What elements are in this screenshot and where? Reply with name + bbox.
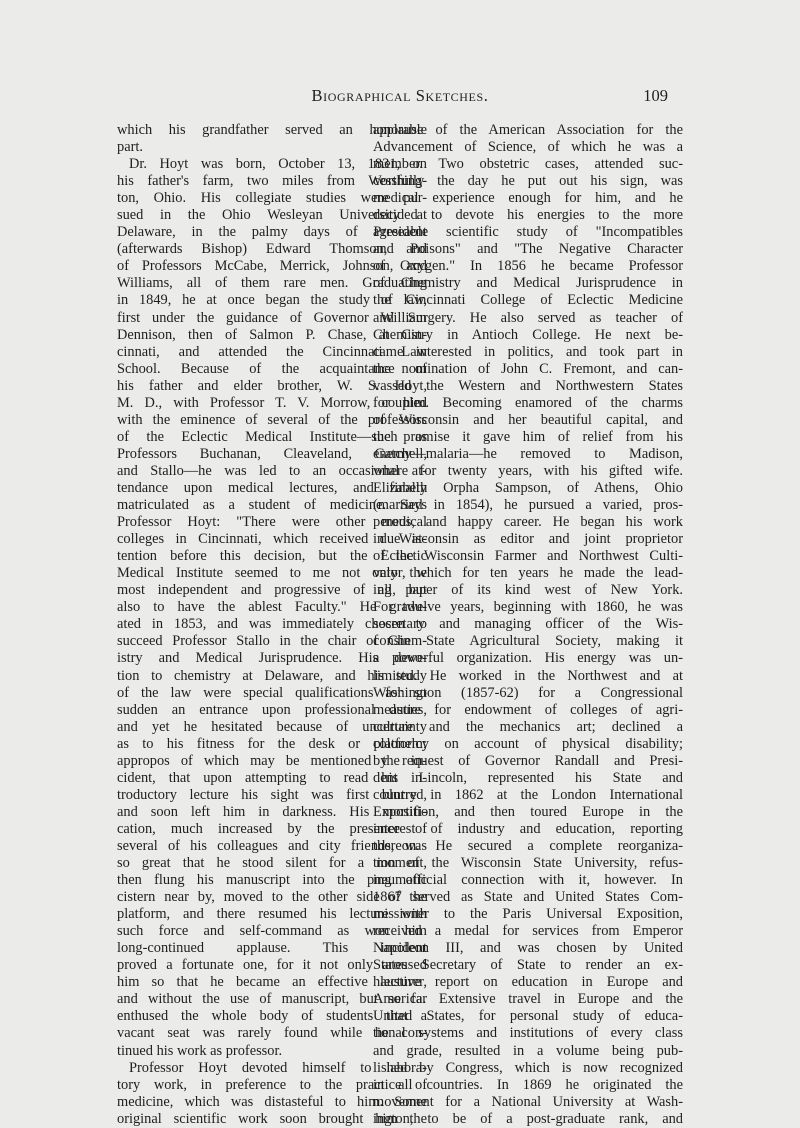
text-line: applause of the American Association for the — [373, 122, 683, 138]
text-line: of Oxygen." In 1856 he became Professor — [373, 258, 683, 275]
right-text-column — [373, 122, 683, 1128]
text-line: and grade, resulted in a volume being pub- — [373, 1042, 683, 1059]
text-line: received a medal for services from Emperor — [373, 923, 683, 940]
text-line: tion to chemistry at Delaware, and his study — [117, 667, 427, 684]
text-line: matriculated as a student of medicine. Says — [117, 497, 427, 514]
text-line: movement for a National University at Wash- — [373, 1093, 683, 1110]
text-line: of the Eclectic Medical Institute—such as — [117, 428, 427, 445]
text-line: lished by Congress, which is now recognized — [373, 1059, 683, 1076]
text-line: ated in 1853, and was immediately chosen to — [117, 616, 427, 633]
text-line: haustive report on education in Europe and — [373, 974, 683, 991]
text-line: (married in 1854), he pursued a varied, pros- — [373, 497, 683, 514]
text-line: thereon. He secured a complete reorganiza- — [373, 837, 683, 854]
text-line: tion of the Wisconsin State University, refus- — [373, 855, 683, 872]
text-line: tory work, in preference to the practice of — [117, 1076, 427, 1093]
page-number: 109 — [643, 86, 668, 105]
text-line: which his grandfather served an honorable — [117, 122, 427, 138]
text-line: original scientific work soon brought him the — [117, 1110, 427, 1127]
text-line: long-continued applause. This incident — [117, 940, 427, 957]
text-line: Washington (1857-62) for a Congressional — [373, 684, 683, 701]
text-line: decided to devote his energies to the more — [373, 207, 683, 224]
text-line: his father and elder brother, W. S. Hoyt, — [117, 377, 427, 394]
text-line: Medical Institute seemed to me not only the — [117, 565, 427, 582]
text-line: troductory lecture his sight was first blurred, — [117, 786, 427, 803]
text-line: cistern near by, moved to the other side of the — [117, 889, 427, 906]
text-line: Delaware, in the palmy days of President — [117, 224, 427, 241]
text-line: several of his colleagues and city friends, was — [117, 837, 427, 854]
text-line: ton, Ohio. His collegiate studies were pur- — [117, 190, 427, 207]
text-line: limited. He worked in the Northwest and at — [373, 667, 683, 684]
text-line: (afterwards Bishop) Edward Thomson, and — [117, 241, 427, 258]
text-line: part. — [117, 139, 143, 156]
text-line: perous, and happy career. He began his work — [373, 514, 683, 531]
text-line: vator, which for ten years he made the lead- — [373, 565, 683, 582]
text-line: tional systems and institutions of every class — [373, 1025, 683, 1042]
text-line: Exposition, and then toured Europe in the — [373, 803, 683, 820]
text-line: the nomination of John C. Fremont, and can- — [373, 360, 683, 377]
text-line: tendance upon medical lectures, and finally — [117, 479, 427, 496]
text-line: M. D., with Professor T. V. Morrow, coupled — [117, 394, 427, 411]
text-line: tention before this decision, but the Eclectic — [117, 548, 427, 565]
text-line: and soon left him in darkness. His mortifi- — [117, 803, 427, 820]
text-line: interest of industry and education, reporting — [373, 820, 683, 837]
text-line: vacant seat was rarely found while he con- — [117, 1025, 427, 1042]
text-line: and yet he hesitated because of uncertainty — [117, 718, 427, 735]
text-line: of the Wisconsin Farmer and Northwest Culti- — [373, 548, 683, 565]
text-line: consin State Agricultural Society, making it — [373, 633, 683, 650]
text-line: colleges in Cincinnati, which received due at- — [117, 531, 427, 548]
text-line: him so that he became an effective lecturer, — [117, 974, 427, 991]
text-line: came interested in politics, and took part in — [373, 343, 683, 360]
text-line: and Stallo—he was led to an occasional at- — [117, 462, 427, 479]
text-line: 1867 served as State and United States Com- — [373, 889, 683, 906]
text-line: as to his fitness for the desk or platform; — [117, 735, 427, 752]
text-line: where for twenty years, with his gifted wife. — [373, 462, 683, 479]
text-line: platform, and there resumed his lecture with — [117, 906, 427, 923]
text-line: first under the guidance of Governor William — [117, 309, 427, 326]
text-line: cinnati, and attended the Cincinnati Law — [117, 343, 427, 360]
text-line: States Secretary of State to render an ex- — [373, 957, 683, 974]
text-line: cessfully the day he put out his sign, was — [373, 173, 683, 190]
text-line: secretary and managing officer of the Wis- — [373, 616, 683, 633]
text-line: Advancement of Science, of which he was a — [373, 139, 683, 156]
text-line: istry and Medical Jurisprudence. His devo- — [117, 650, 427, 667]
text-line: dent Lincoln, represented his State and — [373, 769, 683, 786]
text-line: sudden an entrance upon professional duties, — [117, 701, 427, 718]
text-line: of Chemistry and Medical Jurisprudence in — [373, 275, 683, 292]
text-line: of Professors McCabe, Merrick, Johnson, and — [117, 258, 427, 275]
text-line: Chemistry in Antioch College. He next be- — [373, 326, 683, 343]
text-line: enthused the whole body of students that a — [117, 1008, 427, 1025]
text-line: the Cincinnati College of Eclectic Medicine — [373, 292, 683, 309]
text-line: then flung his manuscript into the pneumatic — [117, 872, 427, 889]
text-line: proved a fortunate one, for it not only aroused — [117, 957, 427, 974]
text-line: missioner to the Paris Universal Exposition, — [373, 906, 683, 923]
text-line: medicine, which was distasteful to him. Some — [117, 1093, 427, 1110]
text-line: also to have the ablest Faculty." He gradu- — [117, 599, 427, 616]
text-line: in all countries. In 1869 he originated the — [373, 1076, 683, 1093]
text-line: by request of Governor Randall and Presi- — [373, 752, 683, 769]
text-line: Professor Hoyt: "There were other medical — [117, 514, 427, 531]
text-line: a powerful organization. His energy was un- — [373, 650, 683, 667]
text-line: United States, for personal study of educa- — [373, 1008, 683, 1025]
text-line: so great that he stood silent for a moment, — [117, 855, 427, 872]
text-line: medical experience enough for him, and he — [373, 190, 683, 207]
text-line: most independent and progressive of all, but — [117, 582, 427, 599]
text-line: ing official connection with it, however. In — [373, 872, 683, 889]
text-line: cident, that upon attempting to read his in- — [117, 769, 427, 786]
running-head: Biographical Sketches. — [311, 86, 489, 105]
text-line: sued in the Ohio Wesleyan University at — [117, 207, 427, 224]
text-line: appropos of which may be mentioned the in- — [117, 752, 427, 769]
text-line: in Wisconsin as editor and joint proprietor — [373, 531, 683, 548]
text-line: vassed the Western and Northwestern States — [373, 377, 683, 394]
text-line: country in 1862 at the London International — [373, 786, 683, 803]
text-line: for him. Becoming enamored of the charms — [373, 394, 683, 411]
text-line: America. Extensive travel in Europe and the — [373, 991, 683, 1008]
text-line: member. Two obstetric cases, attended suc- — [373, 156, 683, 173]
text-line: Professor Hoyt devoted himself to labora- — [129, 1059, 427, 1076]
text-line: cation, much increased by the presence of — [117, 820, 427, 837]
text-line: with the eminence of several of the professors — [117, 411, 427, 428]
text-line: colonelcy on account of physical disability; — [373, 735, 683, 752]
text-line: Williams, all of them rare men. Graduating — [117, 275, 427, 292]
text-line: measure for endowment of colleges of agri- — [373, 701, 683, 718]
text-line: succeed Professor Stallo in the chair of Chem- — [117, 633, 427, 650]
text-line: and Poisons" and "The Negative Character — [373, 241, 683, 258]
text-line: enemy—malaria—he removed to Madison, — [373, 445, 683, 462]
text-line: in 1849, he at once began the study of law, — [117, 292, 427, 309]
text-line: ing paper of its kind west of New York. — [373, 582, 683, 599]
text-line: ington, to be of a post-graduate rank, and — [373, 1110, 683, 1127]
text-line: of the law were special qualifications for so — [117, 684, 427, 701]
text-line: the promise it gave him of relief from his — [373, 428, 683, 445]
text-line: and Surgery. He also served as teacher of — [373, 309, 683, 326]
text-line: For twelve years, beginning with 1860, he was — [373, 599, 683, 616]
text-line: Dr. Hoyt was born, October 13, 1831, on — [129, 156, 427, 173]
text-line: such force and self-command as won him — [117, 923, 427, 940]
text-line: culture and the mechanics art; declined a — [373, 718, 683, 735]
text-line: his father's farm, two miles from Worthing- — [117, 173, 427, 190]
text-line: Elizabeth Orpha Sampson, of Athens, Ohio — [373, 479, 683, 496]
text-line: tinued his work as professor. — [117, 1042, 283, 1059]
text-line: and without the use of manuscript, but so far — [117, 991, 427, 1008]
text-line: School. Because of the acquaintance of — [117, 360, 427, 377]
text-line: Professors Buchanan, Cleaveland, Gatchell, — [117, 445, 427, 462]
text-line: Dennison, then of Salmon P. Chase, at Cin- — [117, 326, 427, 343]
text-line: Napoleon III, and was chosen by United — [373, 940, 683, 957]
text-line: of Wisconsin and her beautiful capital, and — [373, 411, 683, 428]
page-header — [0, 86, 800, 108]
text-line: agreeable scientific study of "Incompatibles — [373, 224, 683, 241]
